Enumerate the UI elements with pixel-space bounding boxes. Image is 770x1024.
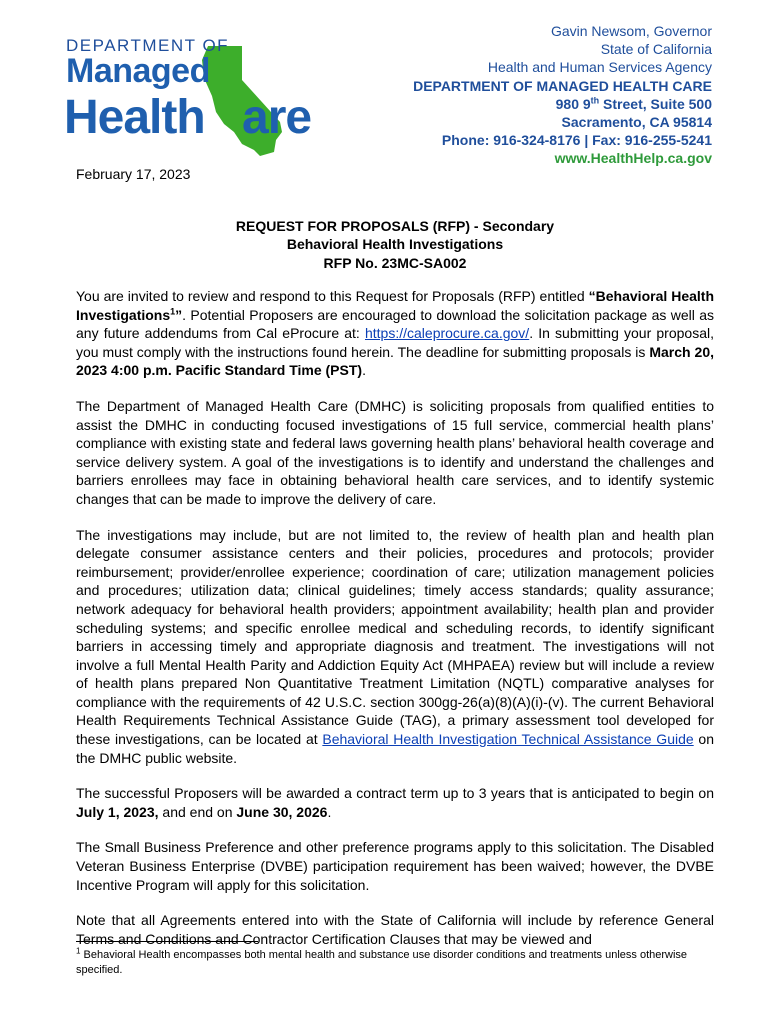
p4-text-c: . <box>327 803 332 820</box>
paragraph-terms: Note that all Agreements entered into with the State of California will include by reference General Terms and Conditions and Contractor Certification Clauses that may be viewed and <box>76 912 714 947</box>
p1-text-e: . <box>362 362 366 379</box>
street-number: 980 9 <box>555 95 591 112</box>
rfp-title <box>76 217 714 272</box>
logo-care-text: are <box>242 91 312 144</box>
paragraph-invitation <box>76 287 714 380</box>
paragraph-scope <box>76 526 714 768</box>
paragraph-purpose: The Department of Managed Health Care (DMHC) is soliciting proposals from qualified entities to assist the DMHC in conducting focused investigations of 15 full service, commercial health plans’ compliance with existing state and federal laws governing health plans’ behavioral health coverage and service delivery system. A goal of the investigations is to identify and understand the challenges and barriers enrollees may face in obtaining behavioral health care services, and to identify systemic changes that can be made to improve the delivery of care. <box>76 397 714 507</box>
rfp-name-close: ” <box>175 306 183 323</box>
agency-line: Health and Human Services Agency <box>487 59 712 76</box>
tag-guide-link[interactable]: Behavioral Health Investigation Technical Assistance Guide <box>322 731 694 748</box>
phone-line: Phone: 916-324-8176 | Fax: 916-255-5241 <box>441 132 712 149</box>
state-line: State of California <box>600 41 712 58</box>
city-line: Sacramento, CA 95814 <box>561 114 712 131</box>
title-line-2: Behavioral Health Investigations <box>286 236 504 253</box>
p4-text-b: and end on <box>158 803 237 820</box>
end-date: June 30, 2026 <box>236 803 328 820</box>
paragraph-preference: The Small Business Preference and other preference programs apply to this solicitation. The Disabled Veteran Business Enterprise (DVBE) participation requirement has been waived; however, the DVBE Incentive Program will apply for this solicitation. <box>76 839 714 893</box>
p3-text-b: on the DMHC public website. <box>76 731 714 766</box>
paragraph-term <box>76 784 714 821</box>
logo-dept-text: DEPARTMENT OF <box>66 36 230 55</box>
governor-line: Gavin Newsom, Governor <box>550 23 712 39</box>
title-line-1: REQUEST FOR PROPOSALS (RFP) - Secondary <box>235 218 555 234</box>
footnote-divider <box>76 941 258 942</box>
p1-text-c: . Potential Proposers are encouraged to download the solicitation package as well as any future addendums from Cal eProcure at: <box>76 306 714 342</box>
department-line: DEPARTMENT OF MANAGED HEALTH CARE <box>413 77 712 94</box>
website-link[interactable]: www.HealthHelp.ca.gov <box>554 150 712 167</box>
title-line-3: RFP No. 23MC-SA002 <box>323 254 467 271</box>
p3-text-a: The investigations may include, but are not limited to, the review of health plan and health plan delegate consumer assistance centers and their policies, procedures and protocols; provider reimbursement; provider/enrollee experience; coordination of care; utilization management policies and procedures; utilization data; clinical guidelines; timely access standards; quality assurance; network adequacy for behavioral health providers; appointment availability; health plan and provider scheduling systems; and specific enrollee medical and scheduling records, to identify significant barriers in accessing timely and appropriate diagnosis and treatment. The investigations will not involve a full Mental Health Parity and Addiction Equity Act (MHPAEA) review but will include a review of health plans prepared Non Quantitative Treatment Limitation (NQTL) comparative analyses for compliance with the requirements of 42 U.S.C. section 300gg-26(a)(8)(A)(i)-(v). The current Behavioral Health Requirements Technical Assistance Guide (TAG), a primary assessment tool developed for these investigations, can be located at <box>76 526 714 748</box>
street-rest: Street, Suite 500 <box>599 95 712 112</box>
rfp-name-text: “Behavioral Health Investigations <box>76 288 714 323</box>
caleprocure-link[interactable]: https://caleprocure.ca.gov/ <box>364 325 530 342</box>
p1-text-d: . In submitting your proposal, you must comply with the instructions found herein. The deadline for submitting proposals is <box>76 325 714 360</box>
deadline-text: March 20, 2023 4:00 p.m. Pacific Standard Time (PST) <box>76 343 714 379</box>
logo-managed-text: Managed <box>66 52 210 90</box>
letter-date: February 17, 2023 <box>76 166 191 182</box>
street-line <box>413 95 712 113</box>
start-date: July 1, 2023, <box>76 803 159 820</box>
letter-body <box>76 287 714 965</box>
p1-text-a: You are invited to review and respond to this Request for Proposals (RFP) entitled <box>76 288 589 304</box>
logo-health-text: Health <box>64 91 205 144</box>
p4-text-a: The successful Proposers will be awarded a contract term up to 3 years that is anticipated to begin on <box>76 785 714 802</box>
street-suffix: th <box>590 95 600 106</box>
dmhc-logo <box>64 36 344 166</box>
footnote-ref: 1 <box>170 305 176 316</box>
letterhead <box>413 22 712 168</box>
footnote <box>76 948 714 978</box>
footnote-text: Behavioral Health encompasses both mental health and substance use disorder conditions and treatments unless otherwise specified. <box>76 949 688 976</box>
footnote-number: 1 <box>76 946 81 956</box>
